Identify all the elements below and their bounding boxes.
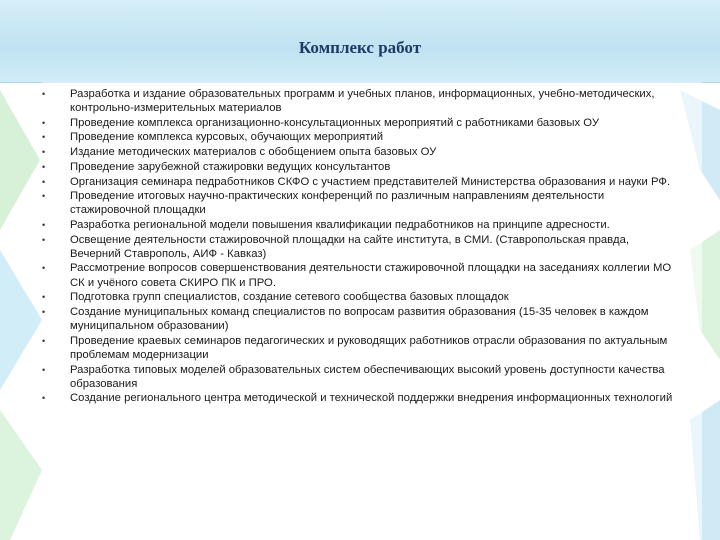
- list-item: [42, 261, 682, 289]
- list-item-text: Освещение деятельности стажировочной площадки на сайте института, в СМИ. (Ставропольская правда, Вечерний Ставрополь, АИФ - Кавказ): [70, 233, 630, 260]
- bullet-icon: •: [42, 263, 46, 274]
- list-item: [42, 305, 682, 333]
- list-item-text: Рассмотрение вопросов совершенствования деятельности стажировочной площадки на заседаниях коллегии МО СК и учёного совета СКИРО ПК и ПРО.: [70, 262, 672, 289]
- list-item-text: Проведение комплекса курсовых, обучающих мероприятий: [70, 131, 384, 144]
- bullet-icon: •: [42, 393, 46, 404]
- list-item: [42, 334, 682, 362]
- list-item-text: Создание муниципальных команд специалистов по вопросам развития образования (15-35 человек в каждом муниципальном образовании): [70, 305, 649, 333]
- list-item: [42, 160, 682, 174]
- list-item: [42, 290, 682, 304]
- slide-content: [42, 82, 702, 540]
- list-item: [42, 233, 682, 261]
- list-item-text: Разработка и издание образовательных программ и учебных планов, информационных, учебно-методических, контрольно-измерительных материалов: [70, 88, 655, 115]
- bullet-icon: •: [42, 292, 46, 303]
- bullet-icon: •: [42, 161, 46, 172]
- list-item-text: Разработка типовых моделей образовательных систем обеспечивающих высокий уровень доступности качества образования: [70, 363, 665, 390]
- bullet-icon: •: [42, 335, 46, 346]
- bullet-icon: •: [42, 132, 46, 143]
- list-item: [42, 87, 682, 115]
- list-item-text: Издание методических материалов с обобщением опыта базовых ОУ: [70, 146, 437, 159]
- bullet-icon: •: [42, 117, 46, 128]
- bullet-icon: •: [42, 89, 46, 99]
- list-item: [42, 175, 682, 189]
- list-item: [42, 145, 682, 159]
- bullet-icon: •: [42, 147, 46, 158]
- bullet-icon: •: [42, 234, 46, 245]
- list-item-text: Проведение краевых семинаров педагогических и руководящих работников отрасли образования по актуальным проблемам модернизации: [70, 334, 668, 361]
- bullet-icon: •: [42, 306, 46, 317]
- list-item-text: Подготовка групп специалистов, создание сетевого сообщества базовых площадок: [70, 291, 509, 304]
- list-item-text: Проведение комплекса организационно-консультационных мероприятий с работниками базовых ОУ: [70, 116, 599, 129]
- list-item: [42, 189, 682, 217]
- bullet-icon: •: [42, 220, 46, 230]
- bullet-list: [42, 87, 682, 406]
- slide-header: [0, 0, 720, 83]
- list-item-text: Разработка региональной модели повышения квалификации педработников на принципе адресности.: [70, 219, 610, 231]
- list-item-text: Проведение итоговых научно-практических конференций по различным направлениям деятельности стажировочной площадки: [70, 190, 605, 217]
- bullet-icon: •: [42, 364, 46, 375]
- list-item: [42, 391, 682, 405]
- list-item: [42, 116, 682, 130]
- bullet-icon: •: [42, 176, 46, 187]
- bullet-icon: •: [42, 191, 46, 202]
- list-item-text: Организация семинара педработников СКФО с участием представителей Министерства образования и науки РФ.: [70, 175, 671, 188]
- list-item-text: Проведение зарубежной стажировки ведущих консультантов: [70, 160, 391, 173]
- list-item-text: Создание регионального центра методической и технической поддержки внедрения информационных технологий: [70, 392, 673, 405]
- list-item: [42, 218, 682, 232]
- list-item: [42, 130, 682, 144]
- slide-title: Комплекс работ: [298, 38, 422, 57]
- list-item: [42, 363, 682, 391]
